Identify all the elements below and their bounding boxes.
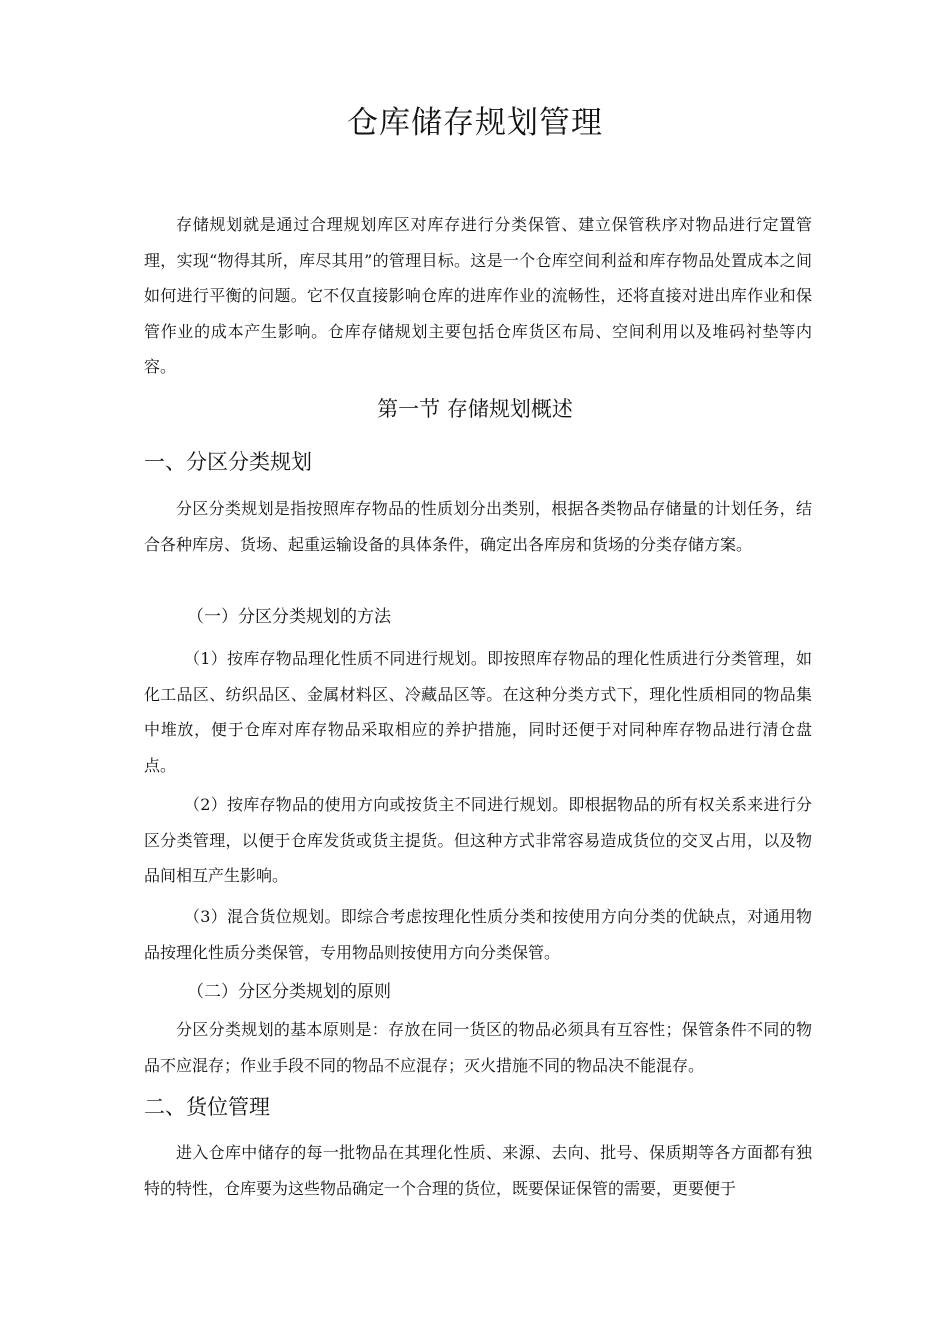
subheading-principles: （二）分区分类规划的原则 <box>187 982 391 1002</box>
intro-paragraph: 存储规划就是通过合理规划库区对库存进行分类保管、建立保管秩序对物品进行定置管理，实现“物得其所，库尽其用”的管理目标。这是一个仓库空间利益和库存物品处置成本之间如何进行平衡的问题。它不仅直接影响仓库的进库作业的流畅性，还将直接对进出库作业和保管作业的成本产生影响。仓库存储规划主要包括仓库货区布局、空间利用以及堆码衬垫等内容。 <box>144 215 812 376</box>
method-2-paragraph: （2）按库存物品的使用方向或按货主不同进行规划。即根据物品的所有权关系来进行分区分类管理，以便于仓库发货或货主提货。但这种方式非常容易造成货位的交叉占用，以及物品间相互产生影响。 <box>144 795 812 885</box>
heading-location-management: 二、货位管理 <box>144 1095 270 1119</box>
heading-zoning-classification: 一、分区分类规划 <box>144 450 312 474</box>
zoning-definition-paragraph: 分区分类规划是指按照库存物品的性质划分出类别，根据各类物品存储量的计划任务，结合各种库房、货场、起重运输设备的具体条件，确定出各库房和货场的分类存储方案。 <box>144 499 812 554</box>
location-management-paragraph: 进入仓库中储存的每一批物品在其理化性质、来源、去向、批号、保质期等各方面都有独特的特性，仓库要为这些物品确定一个合理的货位，既要保证保管的需要，更要便于 <box>144 1143 812 1198</box>
method-1-paragraph: （1）按库存物品理化性质不同进行规划。即按照库存物品的理化性质进行分类管理，如化工品区、纺织品区、金属材料区、冷藏品区等。在这种分类方式下，理化性质相同的物品集中堆放，便于仓库对库存物品采取相应的养护措施，同时还便于对同种库存物品进行清仓盘点。 <box>144 649 812 775</box>
principle-paragraph: 分区分类规划的基本原则是：存放在同一货区的物品必须具有互容性；保管条件不同的物品不应混存；作业手段不同的物品不应混存；灭火措施不同的物品决不能混存。 <box>144 1020 812 1075</box>
document-title: 仓库储存规划管理 <box>347 105 603 141</box>
method-3-paragraph: （3）混合货位规划。即综合考虑按理化性质分类和按使用方向分类的优缺点，对通用物品按理化性质分类保管，专用物品则按使用方向分类保管。 <box>144 907 812 962</box>
subheading-methods: （一）分区分类规划的方法 <box>187 607 391 627</box>
section-title: 第一节 存储规划概述 <box>377 397 573 421</box>
